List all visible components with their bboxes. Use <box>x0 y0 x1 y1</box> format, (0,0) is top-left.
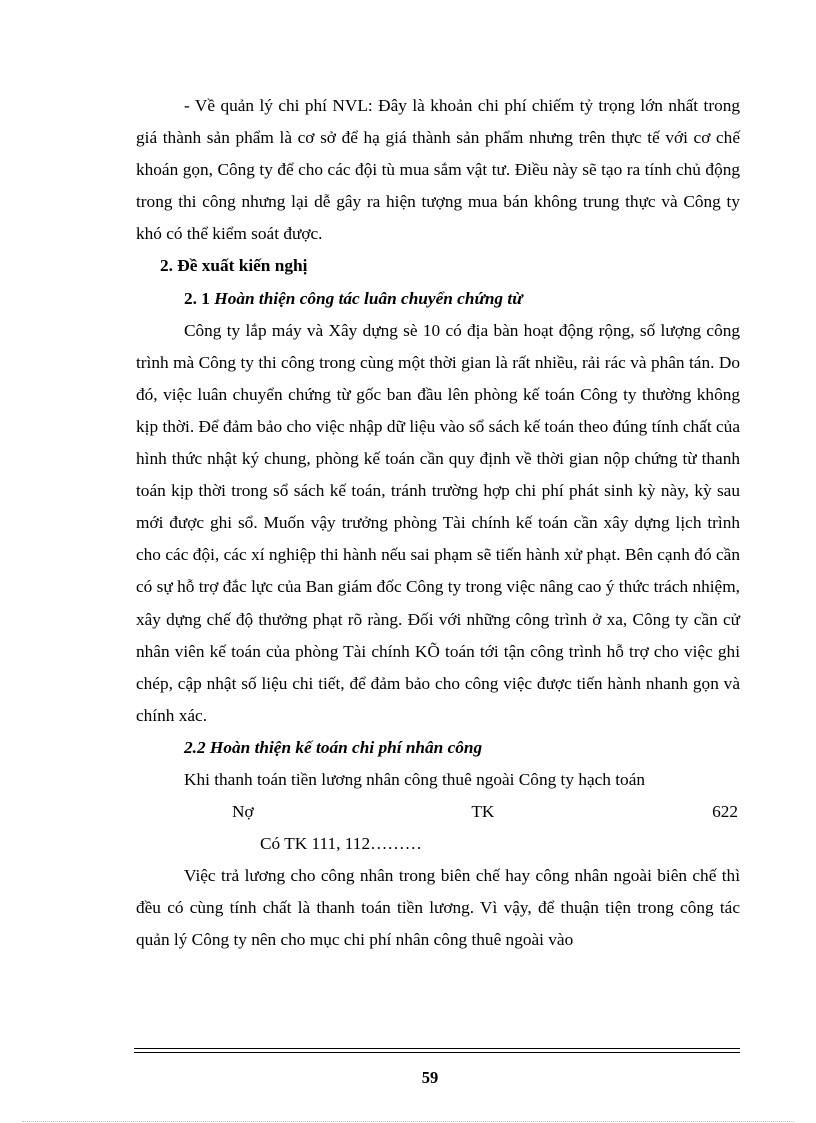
account-number: 622 <box>712 802 738 822</box>
footer-rule-top <box>134 1048 740 1049</box>
journal-entry-credit: Có TK 111, 112……… <box>260 834 422 854</box>
footer-rule-bottom <box>134 1052 740 1053</box>
page-body <box>136 90 740 957</box>
page-number: 59 <box>421 1068 439 1087</box>
journal-entry-debit <box>136 796 740 828</box>
subsection-number: 2. 1 <box>184 288 215 308</box>
paragraph-labor-payment: Khi thanh toán tiền lương nhân công thuê ngoài Công ty hạch toán <box>184 769 646 789</box>
subsection-heading-document-flow <box>136 283 740 315</box>
subsection-title-labor: 2.2 Hoàn thiện kế toán chi phí nhân công <box>184 737 483 757</box>
debit-label: Nợ <box>232 802 254 822</box>
paragraph-document-flow: Công ty lắp máy và Xây dựng sè 10 có địa bàn hoạt động rộng, số lượng công trình mà Công ty thi công trong cùng một thời gian là rất nhiều, rải rác và phân tán. Do đó, việc luân chuyển chứng từ gốc ban đầu lên phòng kế toán Công ty thường không kịp thời. Để đảm bảo cho việc nhập dữ liệu vào sổ sách kế toán theo đúng tính chất của hình thức nhật ký chung, phòng kế toán cần quy định về thời gian nộp chứng từ thanh toán kịp thời trong sổ sách kế toán, tránh trường hợp chi phí phát sinh kỳ này, kỳ sau mới được ghi sổ. Muốn vậy trưởng phòng Tài chính kế toán cần xây dựng lịch trình cho các đội, các xí nghiệp thi hành nếu sai phạm sẽ tiến hành xử phạt. Bên cạnh đó cần có sự hỗ trợ đắc lực của Ban giám đốc Công ty trong việc nâng cao ý thức trách nhiệm, xây dựng chế độ thưởng phạt rõ ràng. Đối với những công trình ở xa, Công ty cần cử nhân viên kế toán của phòng Tài chính KÕ toán tới tận công trình hỗ trợ cho việc ghi chép, cập nhật số liệu chi tiết, để đảm bảo cho công việc được tiến hành nhanh gọn và chính xác. <box>136 320 740 725</box>
paragraph-nvl-cost: - Về quản lý chi phí NVL: Đây là khoản chi phí chiếm tỷ trọng lớn nhất trong giá thành sản phẩm là cơ sở để hạ giá thành sản phẩm nhưng trên thực tế với cơ chế khoán gọn, Công ty để cho các đội tù mua sắm vật tư. Điều này sẽ tạo ra tính chủ động trong thi công nhưng lại dễ gây ra hiện tượng mua bán không trung thực và Công ty khó có thể kiểm soát được. <box>136 96 740 244</box>
paragraph-salary: Việc trả lương cho công nhân trong biên chế hay công nhân ngoài biên chế thì đều có cùng tính chất là thanh toán tiền lương. Vì vậy, để thuận tiện trong công tác quản lý Công ty nên cho mục chi phí nhân công thuê ngoài vào <box>136 866 740 950</box>
subsection-heading-labor-cost <box>136 732 740 764</box>
account-label: TK <box>471 802 495 822</box>
section-heading-recommendations: 2. Đề xuất kiến nghị <box>160 256 308 276</box>
subsection-title: Hoàn thiện công tác luân chuyển chứng từ <box>214 288 523 308</box>
page-bottom-border <box>22 1121 794 1122</box>
